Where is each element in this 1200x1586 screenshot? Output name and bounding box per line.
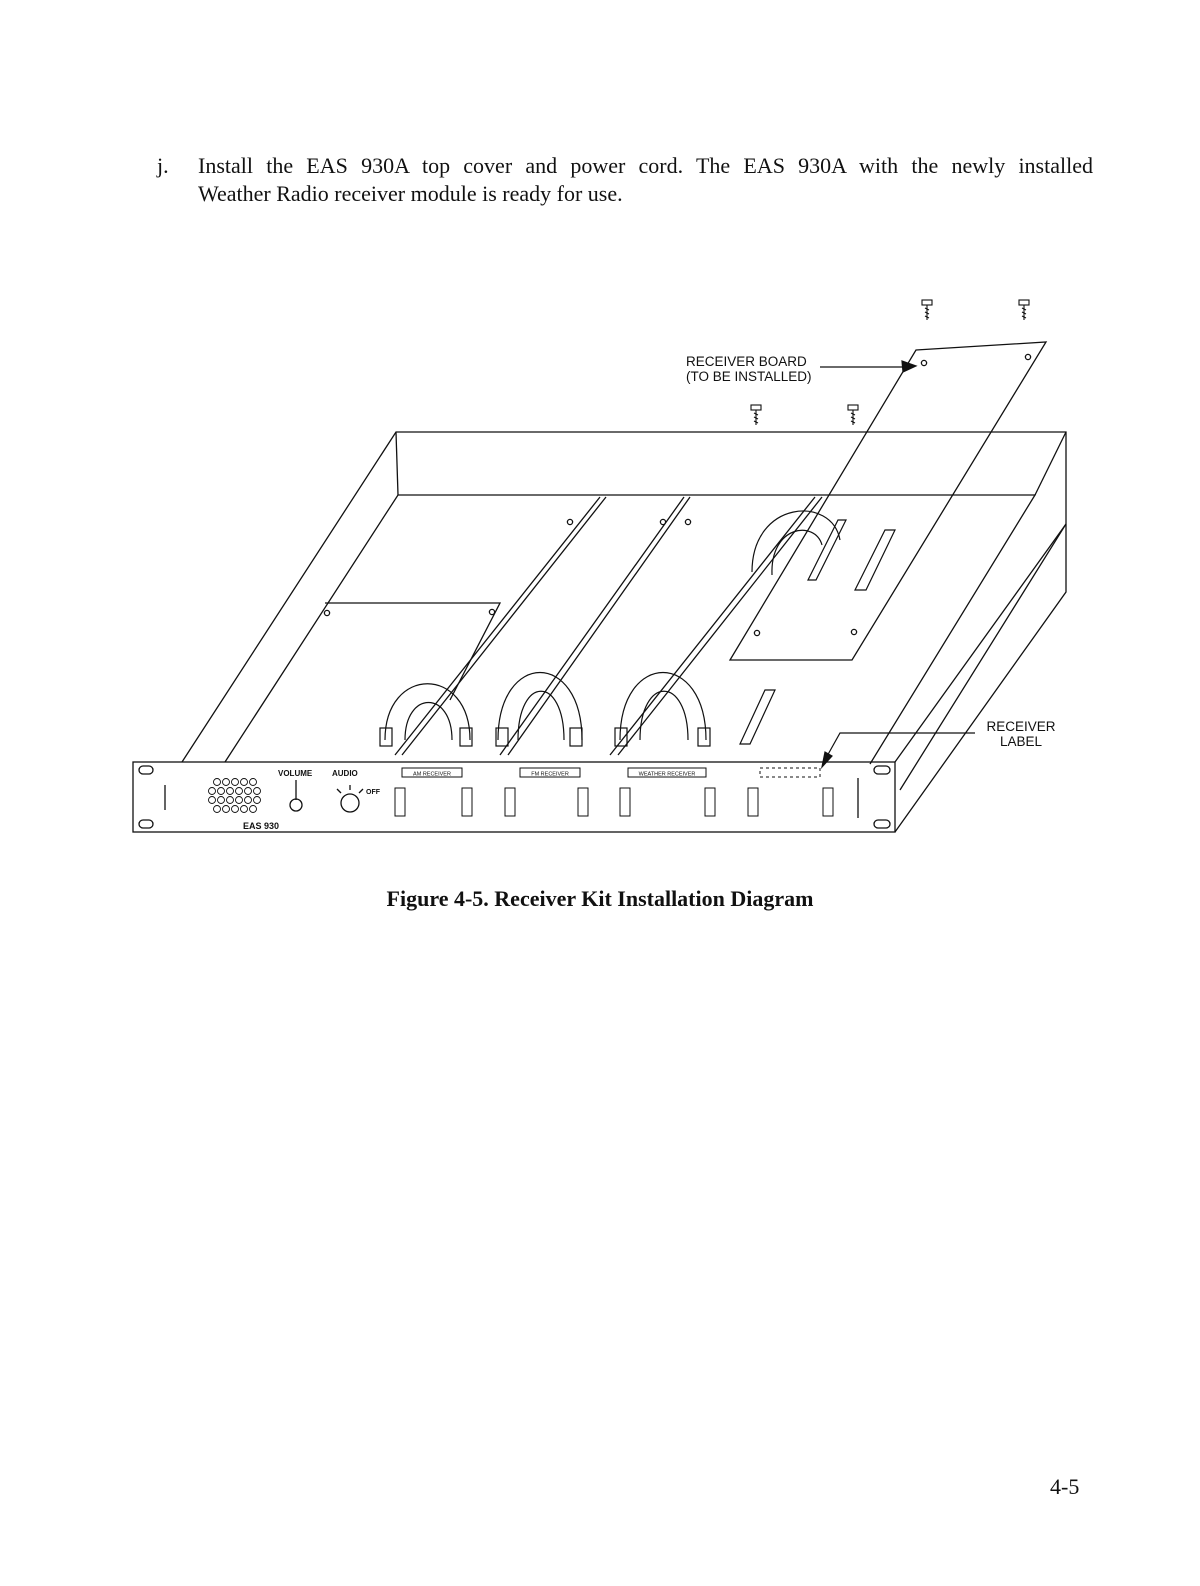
chassis-tray (182, 432, 1066, 790)
slot-label-weather: WEATHER RECEIVER (638, 771, 696, 778)
front-panel (133, 524, 1066, 832)
receiver-board-callout-line-2: (TO BE INSTALLED) (686, 369, 812, 384)
screw-icon (922, 300, 932, 320)
page-number: 4-5 (1050, 1474, 1080, 1499)
installed-boards (324, 497, 822, 755)
volume-knob (290, 780, 302, 811)
figure-caption: Figure 4-5. Receiver Kit Installation Diagram (386, 886, 814, 911)
screw-icon (848, 405, 858, 425)
screw-icon (1019, 300, 1029, 320)
step-marker: j. (157, 153, 169, 178)
receiver-board (730, 342, 1046, 660)
volume-label: VOLUME (278, 769, 313, 778)
step-text-line-1: Install the EAS 930A top cover and power cord. The EAS 930A with the newly installed (198, 153, 1093, 178)
receiver-slots (395, 768, 833, 816)
step-text-line-2: Weather Radio receiver module is ready for use. (198, 181, 623, 206)
screw-icon (751, 405, 761, 425)
off-label: OFF (366, 789, 380, 796)
receiver-board-callout-line-1: RECEIVER BOARD (686, 354, 807, 369)
speaker-grille (209, 779, 261, 813)
receiver-label-callout-line-2: LABEL (999, 734, 1043, 749)
ribbon-cables (380, 511, 895, 746)
audio-label: AUDIO (332, 769, 358, 778)
slot-label-am: AM RECEIVER (413, 771, 451, 778)
model-label: EAS 930 (243, 821, 280, 831)
slot-label-fm: FM RECEIVER (531, 771, 569, 778)
receiver-label-callout-line-1: RECEIVER (986, 719, 1056, 734)
audio-selector-knob (337, 785, 363, 812)
